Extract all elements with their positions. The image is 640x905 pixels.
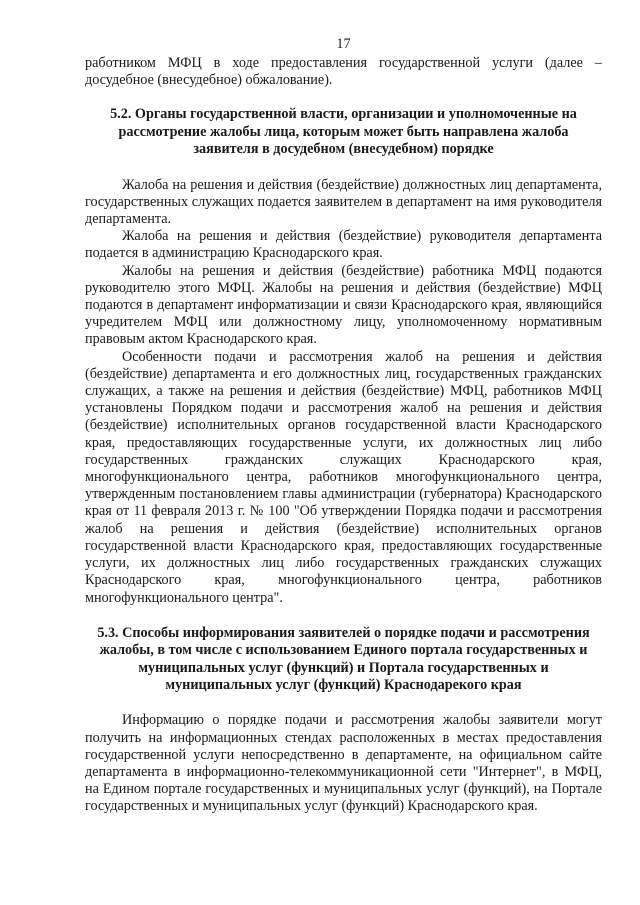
section-5-3-paragraph-1: Информацию о порядке подачи и рассмотрения жалобы заявители могут получить на информационных стендах расположенных в местах предоставления государственной услуги непосредственно в департаменте, на официальном сайте департамента в информационно-телекоммуникационной сети "Интернет", в МФЦ, на Едином портале государственных и муниципальных услуг (функций), на Портале государственных и муниципальных услуг (функций) Краснодарского края. [85,712,602,815]
section-5-2-heading: 5.2. Органы государственной власти, организации и уполномоченные на рассмотрение жалобы лица, которым может быть направлена жалоба заявителя в досудебном (внесудебном) порядке [110,106,577,158]
section-5-3-heading: 5.3. Способы информирования заявителей о порядке подачи и рассмотрения жалобы, в том числе с использованием Единого портала государственных и муниципальных услуг (функций) и Портала государственных и муниципальных услуг (функций) Краснодарекого края [97,624,590,693]
section-5-2-paragraph-4: Особенности подачи и рассмотрения жалоб на решения и действия (бездействие) департамента и его должностных лиц, государственных гражданских служащих, а также на решения и действия (бездействие) МФЦ, работников МФЦ установлены Порядком подачи и рассмотрения жалоб на решения и действия (бездействие) исполнительных органов государственной власти Краснодарского края, предоставляющих государственные услуги, их должностных лиц либо государственных гражданских служащих Краснодарского края, многофункционального центра, работников многофункционального центра, утвержденным постановлением главы администрации (губернатора) Краснодарского края от 11 февраля 2013 г. № 100 "Об утверждении Порядка подачи и рассмотрения жалоб на решения и действия (бездействие) исполнительных органов государственной власти Краснодарского края, предоставляющих государственные услуги, их должностных лиц либо государственных гражданских служащих Краснодарского края, многофункционального центра, работников многофункционального центра". [85,348,602,606]
section-5-2-paragraph-3: Жалобы на решения и действия (бездействие) работника МФЦ подаются руководителю этого МФЦ. Жалобы на решения и действия (бездействие) МФЦ подаются в департамент информатизации и связи Краснодарского края, являющийся учредителем МФЦ или должностному лицу, уполномоченному нормативным правовым актом Краснодарского края. [85,262,602,348]
section-5-2-paragraph-1: Жалоба на решения и действия (бездействие) должностных лиц департамента, государственных служащих подается заявителем в департамент на имя руководителя департамента. [85,176,602,228]
document-page [85,36,602,816]
page-number: 17 [336,36,351,52]
section-5-2-paragraph-2: Жалоба на решения и действия (бездействие) руководителя департамента подается в администрацию Краснодарского края. [85,228,602,262]
intro-paragraph: работником МФЦ в ходе предоставления государственной услуги (далее – досудебное (внесудебное) обжалование). [85,55,602,89]
